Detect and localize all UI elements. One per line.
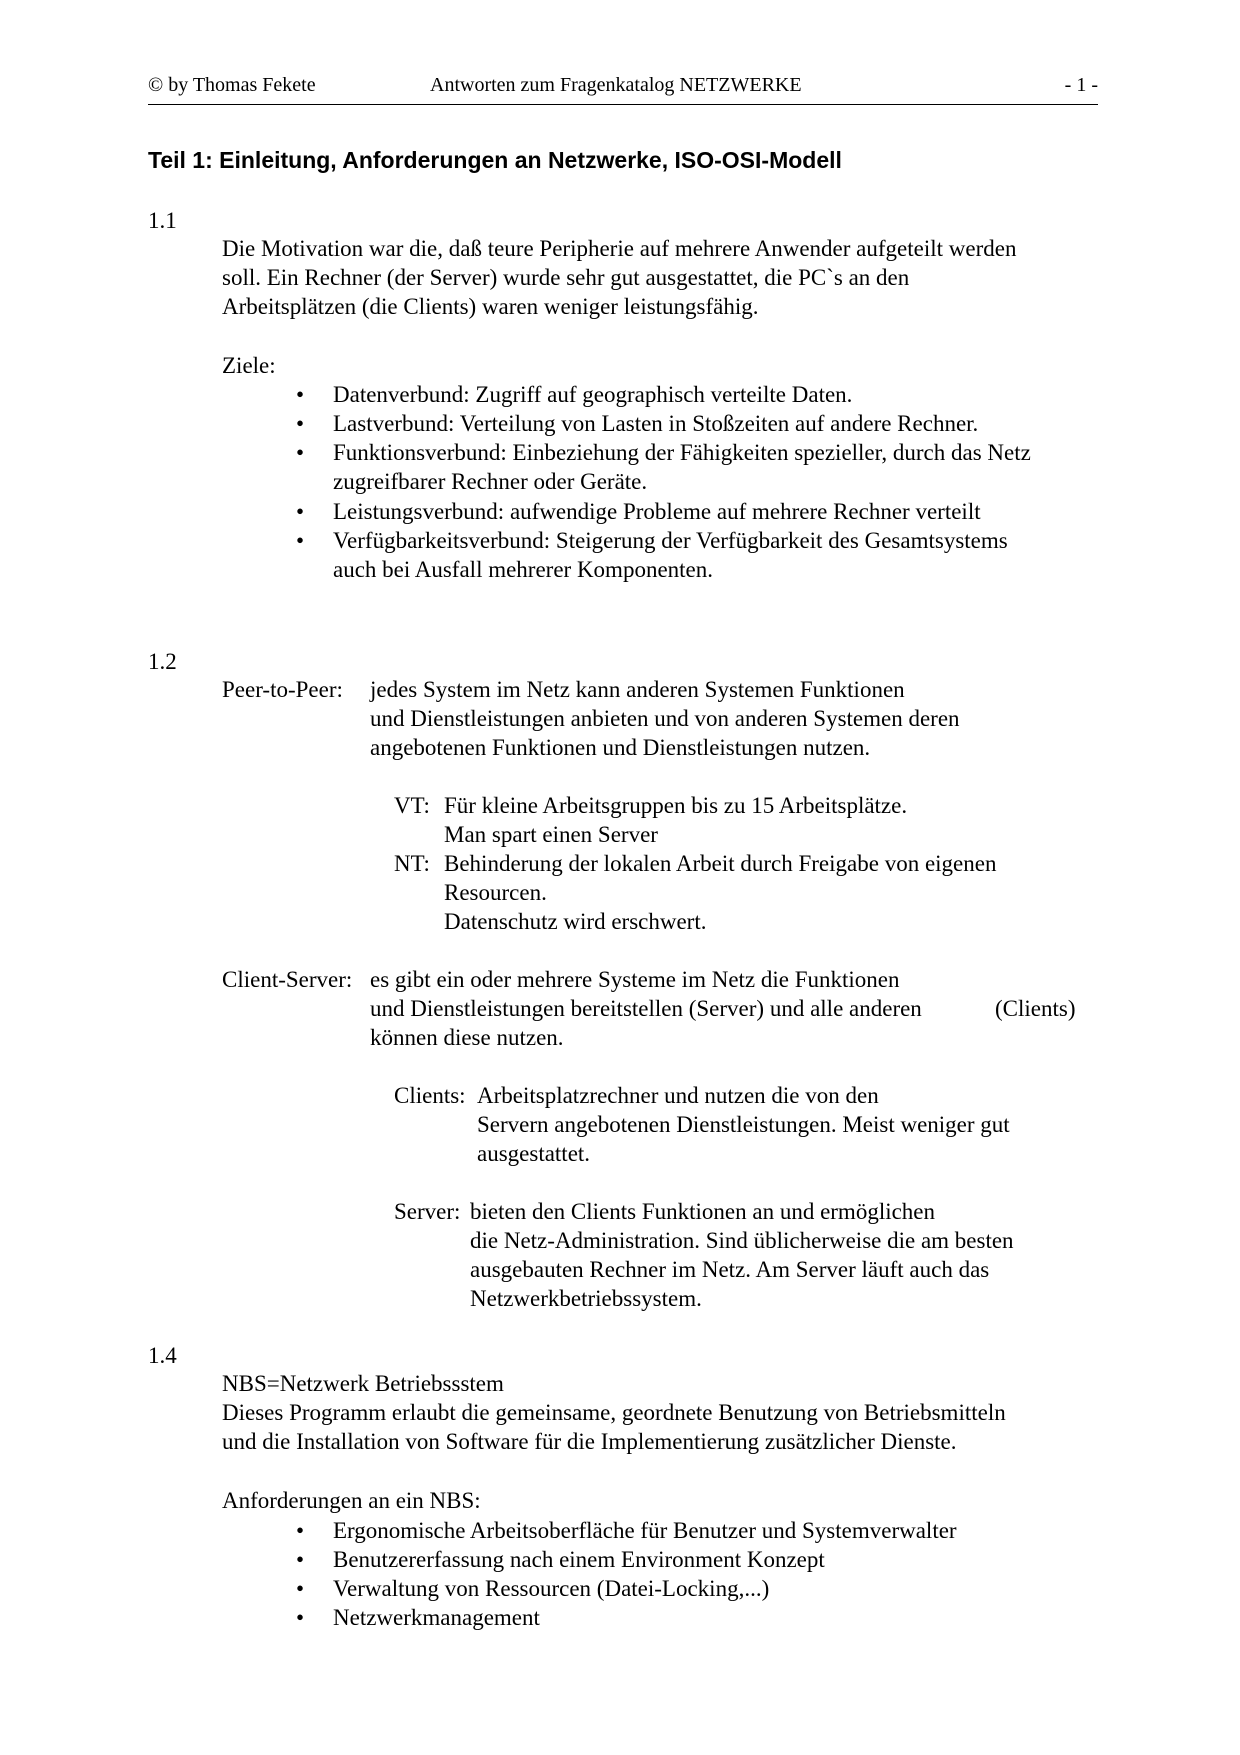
- ziele-list: [296, 380, 1031, 585]
- paragraph-line: ausgestattet.: [477, 1141, 591, 1166]
- list-item: • Lastverbund: Verteilung von Lasten in Stoßzeiten auf andere Rechner.: [296, 411, 979, 436]
- vt-label: VT:: [394, 793, 430, 818]
- paragraph-line: die Netz-Administration. Sind üblicherweise die am besten: [470, 1228, 1014, 1253]
- bullet-icon: •: [296, 1605, 305, 1630]
- paragraph-line: Netzwerkbetriebssystem.: [470, 1286, 702, 1311]
- paragraph-line: soll. Ein Rechner (der Server) wurde sehr gut ausgestattet, die PC`s an den: [222, 265, 910, 290]
- list-item: • Benutzererfassung nach einem Environment Konzept: [296, 1547, 825, 1572]
- paragraph-line: Die Motivation war die, daß teure Peripherie auf mehrere Anwender aufgeteilt werden: [222, 236, 1017, 261]
- header-page-number: - 1 -: [1064, 74, 1098, 96]
- bullet-icon: •: [296, 440, 305, 465]
- paragraph-line: Arbeitsplätzen (die Clients) waren weniger leistungsfähig.: [222, 294, 759, 319]
- header-title: Antworten zum Fragenkatalog NETZWERKE: [430, 74, 802, 96]
- paragraph-line: es gibt ein oder mehrere Systeme im Netz die Funktionen: [370, 967, 900, 992]
- bullet-icon: •: [296, 499, 305, 524]
- section-number-1-2: 1.2: [148, 649, 177, 674]
- paragraph-line: Für kleine Arbeitsgruppen bis zu 15 Arbeitsplätze.: [444, 793, 908, 818]
- bullet-icon: •: [296, 382, 305, 407]
- bullet-icon: •: [296, 1576, 305, 1601]
- bullet-icon: •: [296, 528, 305, 553]
- header-author: © by Thomas Fekete: [148, 74, 316, 96]
- anforderungen-list: [296, 1516, 957, 1632]
- paragraph-line: und Dienstleistungen anbieten und von anderen Systemen deren: [370, 706, 960, 731]
- client-server-label: Client-Server:: [222, 967, 353, 992]
- page-header: [148, 74, 1098, 105]
- paragraph-line: jedes System im Netz kann anderen Systemen Funktionen: [370, 677, 905, 702]
- list-item: • Verwaltung von Ressourcen (Datei-Locking,...): [296, 1576, 770, 1601]
- list-item: • Ergonomische Arbeitsoberfläche für Benutzer und Systemverwalter: [296, 1518, 957, 1543]
- anforderungen-label: Anforderungen an ein NBS:: [222, 1488, 481, 1513]
- paragraph-line: Resourcen.: [444, 880, 547, 905]
- paragraph-line: Man spart einen Server: [444, 822, 658, 847]
- clients-label: Clients:: [394, 1083, 466, 1108]
- peer-to-peer-label: Peer-to-Peer:: [222, 677, 343, 702]
- paragraph-line: Dieses Programm erlaubt die gemeinsame, geordnete Benutzung von Betriebsmitteln: [222, 1400, 1006, 1425]
- section-number-1-4: 1.4: [148, 1343, 177, 1368]
- list-item: • Netzwerkmanagement: [296, 1605, 540, 1630]
- bullet-icon: •: [296, 1518, 305, 1543]
- paragraph-line: und die Installation von Software für die Implementierung zusätzlicher Dienste.: [222, 1429, 957, 1454]
- nt-label: NT:: [394, 851, 430, 876]
- paragraph-line: NBS=Netzwerk Betriebssstem: [222, 1371, 504, 1396]
- bullet-icon: •: [296, 411, 305, 436]
- list-item: • Funktionsverbund: Einbeziehung der Fähigkeiten spezieller, durch das Netz zugreifbarer Rechner oder Geräte.: [296, 440, 1031, 494]
- paragraph-line: Servern angebotenen Dienstleistungen. Meist weniger gut: [477, 1112, 1010, 1137]
- paragraph-line: Behinderung der lokalen Arbeit durch Freigabe von eigenen: [444, 851, 997, 876]
- section-heading: Teil 1: Einleitung, Anforderungen an Netzwerke, ISO-OSI-Modell: [148, 147, 842, 173]
- paragraph-line: bieten den Clients Funktionen an und ermöglichen: [470, 1199, 936, 1224]
- paragraph-line: angebotenen Funktionen und Dienstleistungen nutzen.: [370, 735, 871, 760]
- list-item: • Leistungsverbund: aufwendige Probleme auf mehrere Rechner verteilt: [296, 499, 981, 524]
- paragraph-line: ausgebauten Rechner im Netz. Am Server läuft auch das: [470, 1257, 990, 1282]
- list-item: • Datenverbund: Zugriff auf geographisch verteilte Daten.: [296, 382, 853, 407]
- server-label: Server:: [394, 1199, 461, 1224]
- ziele-label: Ziele:: [222, 353, 276, 378]
- paragraph-line: können diese nutzen.: [370, 1025, 564, 1050]
- section-number-1-1: 1.1: [148, 208, 177, 233]
- bullet-icon: •: [296, 1547, 305, 1572]
- paragraph-line: (Clients): [995, 996, 1076, 1021]
- list-item: • Verfügbarkeitsverbund: Steigerung der Verfügbarkeit des Gesamtsystems auch bei Ausfall mehrerer Komponenten.: [296, 528, 1008, 582]
- paragraph-line: und Dienstleistungen bereitstellen (Server) und alle anderen: [370, 996, 922, 1021]
- paragraph-line: Datenschutz wird erschwert.: [444, 909, 707, 934]
- paragraph-line: Arbeitsplatzrechner und nutzen die von den: [477, 1083, 879, 1108]
